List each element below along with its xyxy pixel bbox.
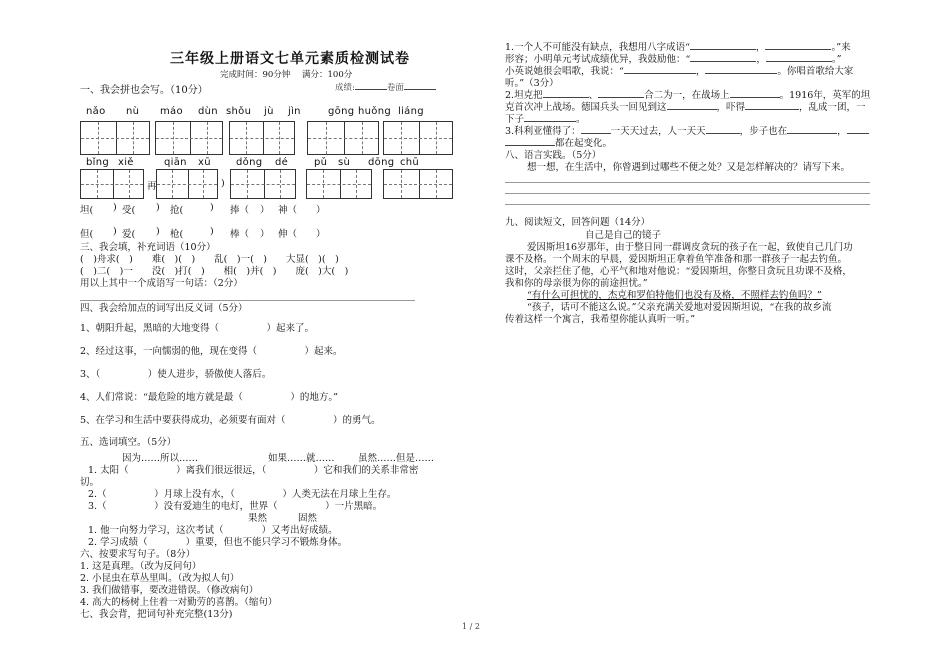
writing-box[interactable]: [156, 169, 218, 199]
recite-q1-line-1[interactable]: 1.一个人不可能没有缺点，我想用八字成语“ ， 。”来: [505, 42, 851, 53]
pinyin: dùn: [198, 106, 218, 117]
char-label: 神（: [278, 205, 298, 216]
pinyin: máo: [160, 106, 183, 117]
section-9-heading: 九、阅读短文，回答问题（14分）: [505, 217, 651, 228]
pinyin: shǒu: [226, 106, 252, 117]
time-label: 完成时间：90分钟: [220, 70, 291, 80]
char-label: 棒（: [230, 229, 250, 240]
recite-q1-line-4: 听。”（3分）: [505, 78, 559, 89]
rewrite-item[interactable]: 2. 小昆虫在草丛里叫。（改为拟人句）: [80, 573, 240, 584]
antonym-q5[interactable]: 5、在学习和生活中要获得成功，必须要有面对（ ）的勇气。: [80, 415, 381, 426]
recite-q3-line-1[interactable]: 3.科利亚懂得了： 一天天过去，人一天天 ，步子也在 ，: [505, 126, 869, 138]
pinyin: liáng: [398, 106, 424, 117]
section-1-heading: 一、我会拼也会写。（10分）: [80, 85, 208, 96]
recite-q2-line-3[interactable]: 下子 。: [505, 114, 586, 125]
word-option: 果然: [248, 513, 268, 524]
pinyin: chū: [400, 157, 420, 168]
pinyin: qiān: [164, 157, 187, 168]
row-2-extra-paren: ): [221, 178, 225, 189]
choose-q5[interactable]: 2. 学习成绩（ ）重要，但也不能只学习不锻炼身体。: [88, 537, 348, 548]
pinyin: pǔ: [314, 157, 328, 168]
pinyin: xiě: [118, 157, 134, 168]
choose-q4[interactable]: 1. 他一向努力学习，这次考试（ ）又考出好成绩。: [88, 525, 338, 536]
answer-line[interactable]: [505, 204, 870, 205]
char-label: 坦(: [80, 205, 94, 216]
char-label: 爱(: [122, 229, 136, 240]
writing-box[interactable]: [383, 169, 453, 199]
char-label: 受(: [122, 205, 136, 216]
choose-q1-cont: 切。: [80, 477, 100, 488]
idiom-line-1[interactable]: ( )舟求( ) 难( )( ) 乱( )一( ) 大显( )( ): [80, 254, 339, 265]
page-number: 1 / 2: [462, 622, 480, 631]
writing-box[interactable]: [80, 121, 150, 155]
char-label: 枪(: [170, 229, 184, 240]
word-option: 虽然……但是……: [358, 453, 435, 464]
pinyin: huǒng: [358, 106, 391, 117]
pinyin: sù: [338, 157, 351, 168]
pinyin: xū: [198, 157, 211, 168]
rewrite-item[interactable]: 4. 高大的杨树上住着一对勤劳的喜鹊。（缩句）: [80, 597, 278, 608]
char-paren: ): [156, 202, 160, 213]
writing-box[interactable]: [383, 121, 453, 155]
char-paren: ): [210, 226, 214, 237]
pinyin: jù: [264, 106, 274, 117]
answer-line[interactable]: [505, 193, 870, 194]
writing-box[interactable]: [80, 169, 144, 199]
section-7-heading: 七、我会背，把词句补充完整(13分): [80, 609, 233, 620]
story-line: 课不及格。一个周末的早晨，爱因斯坦正拿着鱼竿准备和那一群孩子一起去钓鱼。: [505, 254, 848, 265]
writing-box[interactable]: [229, 121, 295, 155]
char-label: 抢(: [170, 205, 184, 216]
char-paren: ): [210, 202, 214, 213]
answer-line[interactable]: [80, 300, 415, 301]
antonym-q2[interactable]: 2、经过这事，一向懦弱的他，现在变得（ ）起来。: [80, 346, 343, 357]
writing-box[interactable]: [307, 121, 379, 155]
rewrite-item[interactable]: 3. 我们做错事，要改进错误。（修改病句）: [80, 585, 259, 596]
choose-q2[interactable]: 2.（ ）月球上没有水，（ ）人类无法在月球上生存。: [88, 489, 397, 500]
pinyin: gōng: [328, 106, 355, 117]
answer-line[interactable]: [505, 182, 870, 183]
story-line: “孩子，话可不能这么说。”父亲充满关爱地对爱因斯坦说，“在我的故乡流: [527, 302, 832, 313]
section-5-heading: 五、选词填空。（5分）: [80, 437, 177, 448]
word-option: 固然: [298, 513, 318, 524]
recite-q2-line-2[interactable]: 克首次冲上战场。德国兵头一回见到这 ，吓得 ，乱成一团，一: [505, 102, 866, 113]
story-line: 这时，父亲拦住了他，心平气和地对他说：“爱因斯坦，你整日贪玩且功课不及格，: [505, 266, 852, 277]
row-2-extra-char: 再: [147, 181, 157, 192]
char-label: 捧（: [230, 205, 250, 216]
char-paren: ): [113, 202, 117, 213]
choose-q3[interactable]: 3.（ ）没有爱迪生的电灯，世界（ ）一片黑暗。: [88, 501, 383, 512]
char-label: 但(: [80, 229, 94, 240]
story-line: 我和你的母亲很为你的前途担忧。”: [505, 278, 648, 289]
story-title: 自己是自己的镜子: [585, 230, 662, 241]
antonym-q3[interactable]: 3、（ ）使人进步，骄傲使人落后。: [80, 369, 272, 380]
pinyin: nǎo: [86, 106, 106, 117]
idiom-line-2[interactable]: ( )二( )一 没( )打( ) 相( )并( ) 庞( )大( ): [80, 266, 349, 277]
writing-box[interactable]: [155, 121, 223, 155]
story-line: 传着这样一个寓言，我希望你能认真听一听。”: [505, 314, 696, 325]
story-line-underlined: “有什么可担忧的，杰克和罗伯特他们也没有及格，不照样去钓鱼吗？”: [527, 290, 822, 301]
idiom-sentence-prompt: 用以上其中一个成语写一句话：（2分）: [80, 278, 243, 289]
char-paren: ）: [260, 229, 270, 240]
antonym-q1[interactable]: 1、朝阳升起，黑暗的大地变得（ ）起来了。: [80, 323, 315, 334]
recite-q1-line-3[interactable]: 小英说她很会唱歌，我说：“ ， 。你唱首歌给大家: [505, 66, 854, 77]
word-option: 如果……就……: [268, 453, 335, 464]
pinyin: bǐng: [86, 157, 110, 168]
result-field[interactable]: [335, 81, 436, 93]
pinyin: nù: [126, 106, 140, 117]
section-8-heading: 八、语言实践。（5分）: [505, 150, 602, 161]
recite-q2-line-1[interactable]: 2.坦克把 、 合二为一，在战场上 。1916年，英军的坦: [505, 90, 871, 101]
char-paren: ): [156, 226, 160, 237]
result-label: 成绩:: [335, 83, 355, 93]
section-4-heading: 四、我会给加点的词写出反义词（5分）: [80, 303, 248, 314]
char-paren: ）: [316, 205, 326, 216]
char-paren: ）: [316, 229, 326, 240]
rewrite-item[interactable]: 1. 这是真理。（改为反问句）: [80, 561, 202, 572]
section-6-heading: 六、按要求写句子。（8分）: [80, 549, 196, 560]
word-option: 因为……所以……: [122, 453, 199, 464]
section-3-heading: 三、我会填，补充词语（10分）: [80, 242, 216, 253]
writing-box[interactable]: [306, 169, 372, 199]
writing-box[interactable]: [230, 169, 296, 199]
choose-q1[interactable]: 1. 太阳（ ）离我们很远很远，（ ）它和我们的关系非常密: [88, 465, 419, 476]
paper-label: 卷面: [386, 83, 404, 93]
pinyin: dé: [275, 157, 289, 168]
char-paren: ）: [260, 205, 270, 216]
score-label: 满分：100分: [302, 70, 353, 80]
recite-q1-line-2[interactable]: 形容；小明单元考试成绩优异，我鼓励他：“ ， 。”: [505, 54, 842, 65]
pinyin: dōng: [368, 157, 395, 168]
practice-prompt: 想一想，在生活中，你曾遇到过哪些不便之处？又是怎样解决的？请写下来。: [527, 162, 851, 173]
page-title: 三年级上册语文七单元素质检测试卷: [170, 51, 410, 67]
antonym-q4[interactable]: 4、人们常说：“最危险的地方就是最（ ）的地方。”: [80, 392, 339, 403]
recite-q3-line-2[interactable]: 都在起变化。: [505, 138, 612, 150]
pinyin: jìn: [288, 106, 301, 117]
char-label: 伸（: [278, 229, 298, 240]
char-paren: ): [113, 226, 117, 237]
story-line: 爱因斯坦16岁那年，由于整日同一群调皮贪玩的孩子在一起，致使自己几门功: [527, 242, 853, 253]
pinyin: dǒng: [236, 157, 263, 168]
